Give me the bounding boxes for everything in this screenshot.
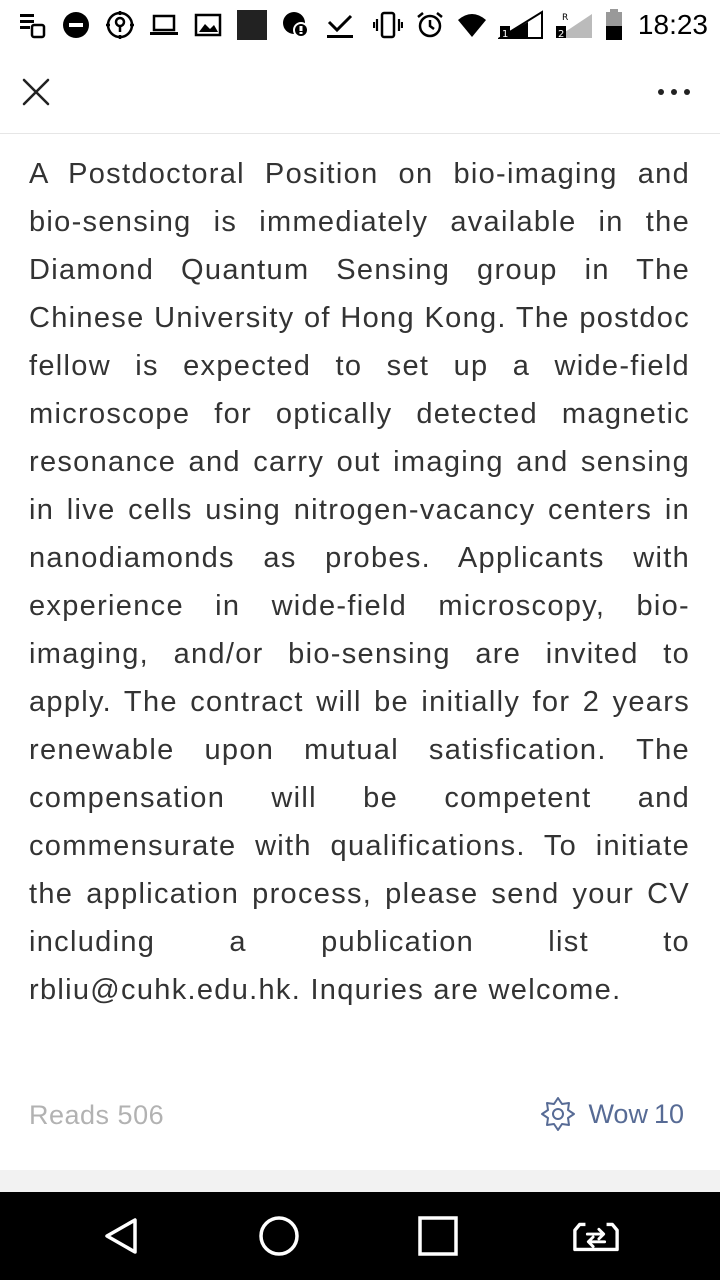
recents-icon [417,1215,459,1257]
status-bar-system [372,8,708,42]
vibrate-icon [372,9,404,41]
back-icon [101,1216,141,1256]
close-button[interactable] [14,70,58,114]
laptop-icon [148,9,180,41]
signal-sim2-icon [554,9,594,41]
wow-count: 10 [653,1098,684,1129]
back-button[interactable] [97,1212,145,1260]
svg-text:2: 2 [557,29,565,40]
battery-icon [604,9,624,41]
reads-counter [29,1100,172,1131]
wechat-icon [280,9,312,41]
wow-icon [540,1096,576,1132]
home-button[interactable] [255,1212,303,1260]
home-icon [257,1214,301,1258]
screen-switch-button[interactable] [572,1212,620,1260]
wow-button[interactable] [540,1096,690,1132]
app-icon [236,9,268,41]
download-icon [324,9,356,41]
top-bar [0,50,720,134]
wifi-icon [456,9,488,41]
more-button[interactable] [652,70,696,114]
article-body: A Postdoctoral Position on bio-imaging and bio-sensing is immediately available in the Diamond Quantum Sensing group in The Chinese University of Hong Kong. The postdoc fellow is expected to set up a wide-field microscope for optically detected magnetic resonance and carry out imaging and sensing in live cells using nitrogen-vacancy centers in nanodiamonds as probes. Applicants with experience in wide-field microscopy, bio-imaging, and/or bio-sensing are invited to apply. The contract will be initially for 2 years renewable upon mutual satisfication. The compensation will be competent and commensurate with qualifications. To initiate the application process, please send your CV including a publication list to rbliu@cuhk.edu.hk. Inquries are welcome. [29,158,690,1006]
status-bar [0,0,720,50]
svg-text:R: R [561,13,569,23]
wow-label: Wow [588,1098,648,1129]
do-not-disturb-icon [60,9,92,41]
status-bar-notifications [16,8,356,42]
reads-label: Reads [29,1100,110,1130]
article-footer [29,1092,690,1142]
screen-switch-icon [572,1216,620,1256]
status-bar-time: 18:23 [637,9,708,40]
reads-count: 506 [117,1100,165,1130]
alarm-icon [414,9,446,41]
section-divider [0,1170,720,1192]
image-icon [192,9,224,41]
close-icon [22,78,50,106]
svg-text:1: 1 [501,29,509,40]
recents-button[interactable] [414,1212,462,1260]
notification-icon [16,9,48,41]
signal-sim1-icon [498,9,544,41]
location-icon [104,9,136,41]
navigation-bar [0,1192,720,1280]
more-icon [657,88,691,96]
